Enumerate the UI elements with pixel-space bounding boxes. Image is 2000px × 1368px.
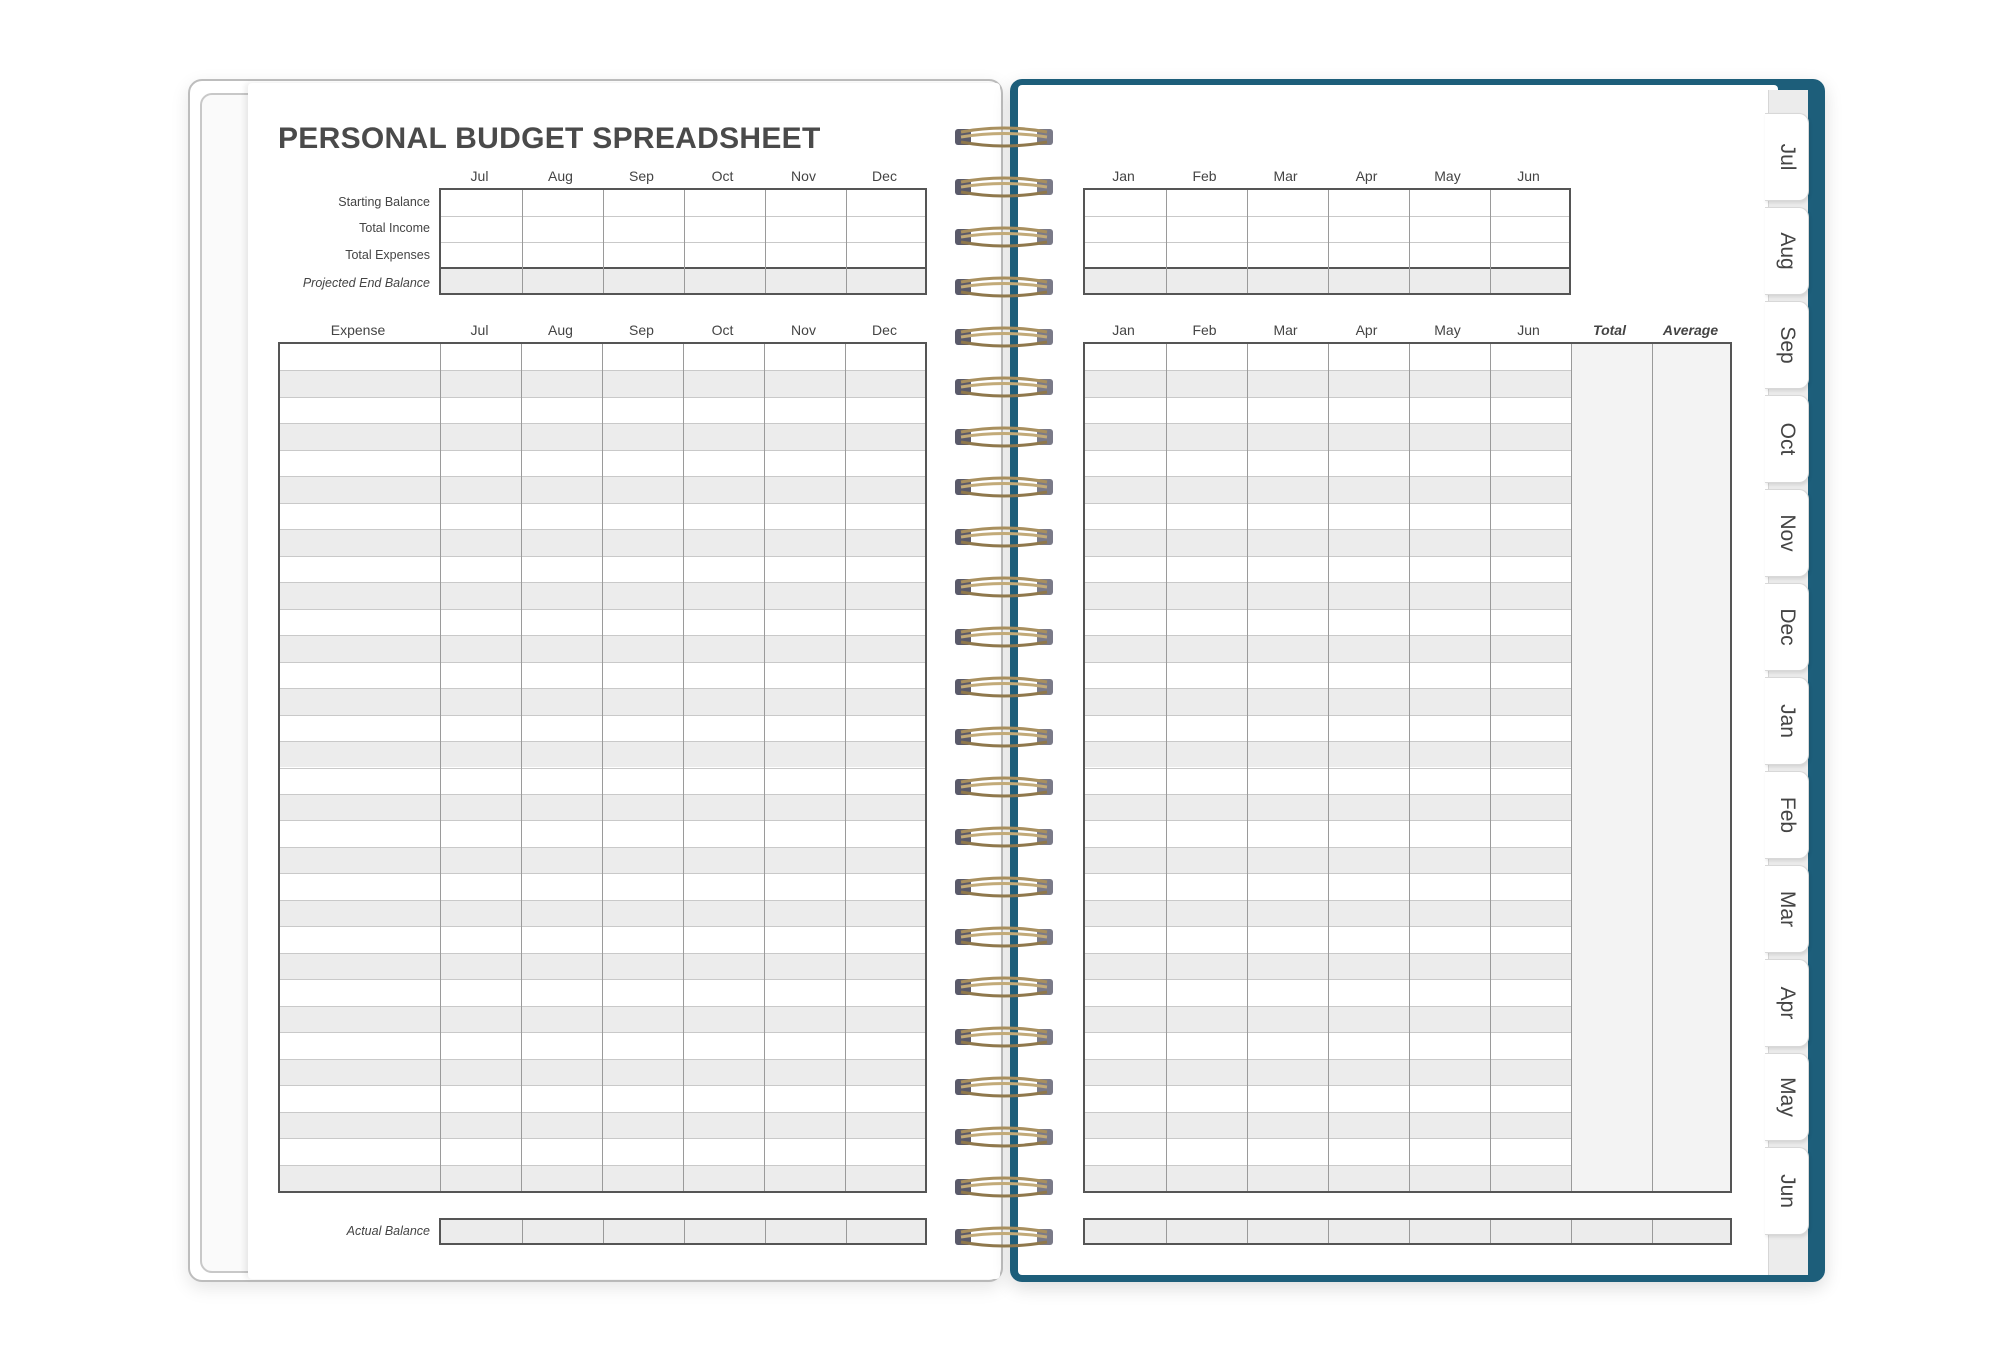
row-shade xyxy=(1085,267,1569,293)
column-line xyxy=(1247,1220,1248,1243)
tab-dec[interactable] xyxy=(1765,583,1809,671)
column-line xyxy=(1247,344,1248,1191)
spiral-ring xyxy=(955,726,1053,748)
tab-label: Nov xyxy=(1775,514,1799,552)
tab-jun[interactable] xyxy=(1765,1147,1809,1235)
column-line xyxy=(846,1220,847,1243)
month-header: Feb xyxy=(1192,322,1217,338)
tab-feb[interactable] xyxy=(1765,771,1809,859)
total-header: Total xyxy=(1593,322,1626,338)
month-header: Jan xyxy=(1112,168,1135,184)
column-line xyxy=(522,190,523,293)
actual-balance-grid-right[interactable] xyxy=(1083,1218,1732,1245)
month-header: Feb xyxy=(1192,168,1217,184)
month-header: Mar xyxy=(1273,168,1298,184)
summary-label-projected-end-balance: Projected End Balance xyxy=(302,276,430,290)
month-header: Aug xyxy=(548,322,573,338)
column-line xyxy=(603,190,604,293)
column-line xyxy=(1490,190,1491,293)
month-header: Sep xyxy=(629,322,654,338)
row-line xyxy=(441,216,925,217)
month-header: May xyxy=(1434,168,1461,184)
tab-label: May xyxy=(1775,1077,1799,1117)
total-column-shade xyxy=(1571,344,1652,1191)
total-column-shade xyxy=(1652,344,1732,1191)
spiral-ring xyxy=(955,176,1053,198)
column-line xyxy=(684,190,685,293)
spiral-ring xyxy=(955,1176,1053,1198)
spiral-ring xyxy=(955,526,1053,548)
column-line xyxy=(845,344,846,1191)
spiral-ring xyxy=(955,576,1053,598)
month-header: Jun xyxy=(1517,168,1540,184)
tab-label: Feb xyxy=(1775,796,1799,834)
tab-apr[interactable] xyxy=(1765,959,1809,1047)
column-line xyxy=(522,1220,523,1243)
tab-mar[interactable] xyxy=(1765,865,1809,953)
month-header: Nov xyxy=(791,322,816,338)
column-line xyxy=(1490,344,1491,1191)
column-line xyxy=(1247,190,1248,293)
column-line xyxy=(1409,344,1410,1191)
column-line xyxy=(603,1220,604,1243)
month-header: Nov xyxy=(791,168,816,184)
spiral-ring xyxy=(955,1226,1053,1248)
average-header: Average xyxy=(1662,322,1719,338)
tab-label: Jul xyxy=(1775,143,1799,171)
column-line xyxy=(1166,344,1167,1191)
row-line xyxy=(1085,216,1569,217)
month-header: Mar xyxy=(1273,322,1298,338)
row-line xyxy=(441,267,925,269)
column-line xyxy=(1328,1220,1329,1243)
month-header: Jun xyxy=(1517,322,1540,338)
spiral-ring xyxy=(955,626,1053,648)
tab-jul[interactable] xyxy=(1765,113,1809,201)
column-line xyxy=(1571,344,1572,1191)
column-line xyxy=(1328,190,1329,293)
tab-may[interactable] xyxy=(1765,1053,1809,1141)
tab-label: Oct xyxy=(1775,422,1799,456)
summary-label-total-expenses: Total Expenses xyxy=(345,248,430,262)
spiral-ring xyxy=(955,476,1053,498)
page-title: PERSONAL BUDGET SPREADSHEET xyxy=(278,122,821,155)
actual-balance-grid-left[interactable] xyxy=(439,1218,927,1245)
tab-label: Apr xyxy=(1775,986,1799,1020)
month-header: Oct xyxy=(711,168,734,184)
column-line xyxy=(1166,190,1167,293)
tab-label: Aug xyxy=(1775,232,1799,270)
spiral-ring xyxy=(955,876,1053,898)
tab-jan[interactable] xyxy=(1765,677,1809,765)
column-line xyxy=(684,1220,685,1243)
column-line xyxy=(765,190,766,293)
spiral-ring xyxy=(955,226,1053,248)
month-header: Apr xyxy=(1355,168,1378,184)
month-header: Sep xyxy=(629,168,654,184)
tab-sep[interactable] xyxy=(1765,301,1809,389)
column-line xyxy=(1652,344,1653,1191)
tab-aug[interactable] xyxy=(1765,207,1809,295)
row-line xyxy=(1085,267,1569,269)
column-line xyxy=(1166,1220,1167,1243)
expense-header: Expense xyxy=(330,322,386,338)
spiral-ring xyxy=(955,1026,1053,1048)
expense-grid-left[interactable] xyxy=(278,342,927,1193)
column-line xyxy=(1652,1220,1653,1243)
tab-label: Sep xyxy=(1775,326,1799,364)
spiral-ring xyxy=(955,1076,1053,1098)
tab-label: Dec xyxy=(1775,608,1799,646)
spiral-ring xyxy=(955,1126,1053,1148)
actual-balance-label: Actual Balance xyxy=(346,1224,430,1238)
tab-label: Jan xyxy=(1775,704,1799,738)
month-header: Oct xyxy=(711,322,734,338)
month-header: Jan xyxy=(1112,322,1135,338)
month-header: Apr xyxy=(1355,322,1378,338)
column-line xyxy=(1409,190,1410,293)
spiral-ring xyxy=(955,676,1053,698)
month-header: Jul xyxy=(470,322,489,338)
spiral-ring xyxy=(955,776,1053,798)
spiral-ring xyxy=(955,976,1053,998)
row-line xyxy=(441,242,925,243)
spiral-ring xyxy=(955,376,1053,398)
summary-label-total-income: Total Income xyxy=(359,221,430,235)
tab-label: Jun xyxy=(1775,1174,1799,1208)
column-line xyxy=(1409,1220,1410,1243)
column-line xyxy=(1571,1220,1572,1243)
spiral-ring xyxy=(955,326,1053,348)
month-header: May xyxy=(1434,322,1461,338)
column-line xyxy=(1490,1220,1491,1243)
spiral-ring xyxy=(955,926,1053,948)
spiral-ring xyxy=(955,426,1053,448)
row-shade xyxy=(441,267,925,293)
tab-label: Mar xyxy=(1775,890,1799,928)
row-line xyxy=(1085,242,1569,243)
column-line xyxy=(440,344,441,1191)
spiral-ring xyxy=(955,276,1053,298)
column-line xyxy=(764,344,765,1191)
month-header: Aug xyxy=(548,168,573,184)
summary-grid-left[interactable] xyxy=(439,188,927,295)
column-line xyxy=(846,190,847,293)
tab-nov[interactable] xyxy=(1765,489,1809,577)
tab-oct[interactable] xyxy=(1765,395,1809,483)
column-line xyxy=(602,344,603,1191)
column-line xyxy=(765,1220,766,1243)
row-shade xyxy=(441,1220,925,1243)
spiral-ring xyxy=(955,826,1053,848)
spiral-ring xyxy=(955,126,1053,148)
month-header: Jul xyxy=(470,168,489,184)
row-shade xyxy=(1085,1220,1730,1243)
month-header: Dec xyxy=(872,322,897,338)
column-line xyxy=(521,344,522,1191)
column-line xyxy=(683,344,684,1191)
summary-grid-right[interactable] xyxy=(1083,188,1571,295)
expense-grid-right[interactable] xyxy=(1083,342,1732,1193)
summary-label-starting-balance: Starting Balance xyxy=(338,195,430,209)
month-header: Dec xyxy=(872,168,897,184)
column-line xyxy=(1328,344,1329,1191)
